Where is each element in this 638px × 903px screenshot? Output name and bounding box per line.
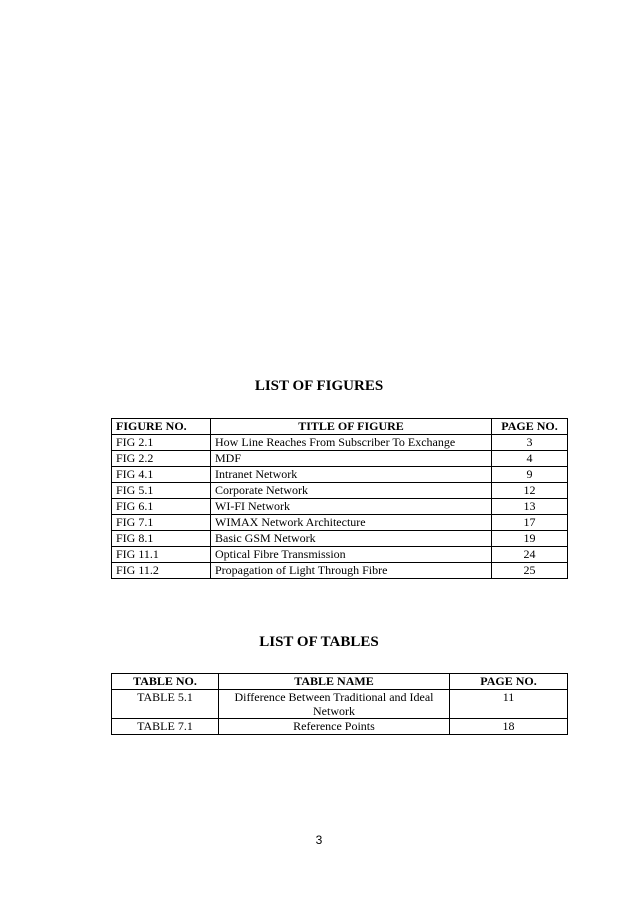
table-cell: 4 (492, 451, 568, 467)
table-header-row (112, 674, 568, 690)
table-cell: 17 (492, 515, 568, 531)
table-cell: FIG 7.1 (112, 515, 211, 531)
list-of-figures-heading: LIST OF FIGURES (254, 378, 384, 394)
column-header-figure-no: FIGURE NO. (112, 419, 211, 435)
table-row (112, 515, 568, 531)
table-row (112, 435, 568, 451)
column-header-page-no: PAGE NO. (450, 674, 568, 690)
column-header-table-no: TABLE NO. (112, 674, 219, 690)
table-cell: TABLE 7.1 (112, 719, 219, 735)
column-header-page-no: PAGE NO. (492, 419, 568, 435)
tables-table (111, 673, 568, 735)
table-cell: FIG 2.1 (112, 435, 211, 451)
table-cell: Reference Points (219, 719, 450, 735)
table-cell: FIG 2.2 (112, 451, 211, 467)
table-cell: FIG 11.2 (112, 563, 211, 579)
table-row (112, 531, 568, 547)
table-cell: WI-FI Network (211, 499, 492, 515)
table-row (112, 467, 568, 483)
table-cell: Propagation of Light Through Fibre (211, 563, 492, 579)
table-cell: 9 (492, 467, 568, 483)
table-cell: Optical Fibre Transmission (211, 547, 492, 563)
table-cell: 13 (492, 499, 568, 515)
list-of-tables-heading: LIST OF TABLES (259, 634, 379, 650)
table-cell: TABLE 5.1 (112, 690, 219, 719)
table-cell: Difference Between Traditional and Ideal Network (219, 690, 450, 719)
table-cell: Corporate Network (211, 483, 492, 499)
page-number: 3 (315, 833, 323, 847)
table-cell: FIG 8.1 (112, 531, 211, 547)
table-cell: FIG 5.1 (112, 483, 211, 499)
table-row (112, 499, 568, 515)
table-cell: 18 (450, 719, 568, 735)
table-row (112, 451, 568, 467)
table-cell: Basic GSM Network (211, 531, 492, 547)
table-cell: WIMAX Network Architecture (211, 515, 492, 531)
figures-table (111, 418, 568, 579)
table-cell: MDF (211, 451, 492, 467)
table-cell: 3 (492, 435, 568, 451)
table-row (112, 690, 568, 719)
table-cell: 24 (492, 547, 568, 563)
table-row (112, 483, 568, 499)
table-cell: How Line Reaches From Subscriber To Exchange (211, 435, 492, 451)
table-cell: 25 (492, 563, 568, 579)
column-header-table-name: TABLE NAME (219, 674, 450, 690)
table-header-row (112, 419, 568, 435)
table-cell: 19 (492, 531, 568, 547)
table-row (112, 719, 568, 735)
table-cell: FIG 6.1 (112, 499, 211, 515)
table-cell: FIG 4.1 (112, 467, 211, 483)
table-row (112, 563, 568, 579)
table-cell: Intranet Network (211, 467, 492, 483)
table-cell: FIG 11.1 (112, 547, 211, 563)
table-cell: 11 (450, 690, 568, 719)
column-header-title: TITLE OF FIGURE (211, 419, 492, 435)
table-cell: 12 (492, 483, 568, 499)
table-row (112, 547, 568, 563)
